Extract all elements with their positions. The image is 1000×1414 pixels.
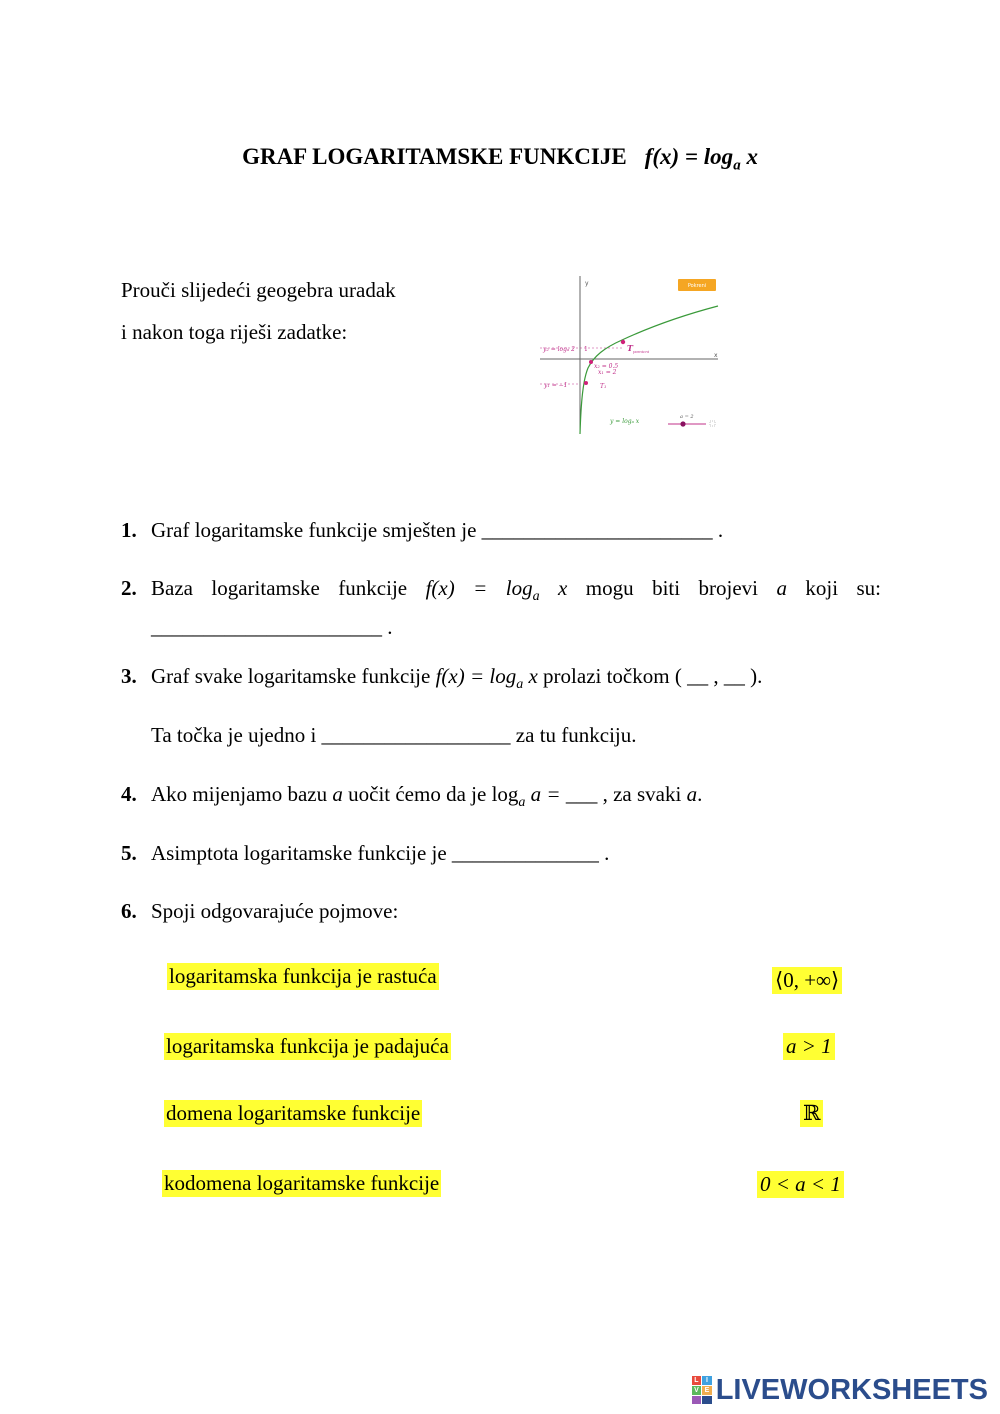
- question-3-line-2: [121, 720, 881, 751]
- liveworksheets-logo-icon: [692, 1376, 712, 1404]
- match-left-2[interactable]: logaritamska funkcija je padajuća: [166, 1034, 449, 1058]
- label-t: T: [627, 343, 633, 353]
- question-4-pre: Ako mijenjamo bazu: [151, 782, 328, 806]
- point-t1: [584, 381, 588, 385]
- question-4-formula[interactable]: [491, 782, 598, 811]
- logo-block-2: [702, 1396, 712, 1404]
- question-4-expr[interactable]: a = ___: [525, 782, 598, 806]
- label-x2: x₂ = 0.5: [594, 363, 619, 370]
- intro-line-2: i nakon toga riješi zadatke:: [121, 320, 348, 344]
- question-3-line-2-text[interactable]: Ta točka je ujedno i __________________ za tu funkciju.: [151, 723, 637, 747]
- question-2-x: x: [539, 576, 568, 600]
- question-2-formula: [425, 576, 568, 605]
- question-2-number: 2.: [121, 576, 137, 600]
- question-4-base: a: [518, 795, 526, 811]
- question-2-a: a: [776, 576, 787, 600]
- question-4-a: a: [332, 782, 343, 806]
- logo-block: [692, 1396, 702, 1404]
- liveworksheets-brand: LIVEWORKSHEETS: [715, 1373, 988, 1406]
- question-3-formula: [435, 664, 538, 693]
- match-left-1[interactable]: logaritamska funkcija je rastuća: [169, 964, 437, 988]
- match-right-2[interactable]: a > 1: [783, 1033, 835, 1060]
- match-left-3[interactable]: domena logaritamske funkcije: [166, 1101, 421, 1125]
- logo-letter-i: I: [702, 1376, 712, 1385]
- question-6: [121, 896, 881, 927]
- question-6-number: 6.: [121, 899, 137, 923]
- question-1: [121, 515, 881, 546]
- question-4: [121, 779, 881, 818]
- question-2-pre: Baza logaritamske funkcije: [151, 576, 408, 600]
- question-4-log: log: [491, 782, 519, 806]
- question-4-post: , za svaki: [602, 782, 682, 806]
- point-x1: [589, 360, 593, 364]
- question-5: [121, 838, 881, 869]
- question-3-base: a: [516, 677, 524, 693]
- axis-y-label: y: [585, 280, 589, 287]
- slider-label: a = 2: [680, 414, 694, 420]
- question-3-pre: Graf svake logaritamske funkcije: [151, 664, 431, 688]
- question-4-number: 4.: [121, 782, 137, 806]
- label-x1: x₁ = 2: [598, 369, 617, 376]
- match-right-4[interactable]: 0 < a < 1: [757, 1171, 844, 1198]
- question-1-number: 1.: [121, 518, 137, 542]
- title-formula: [644, 144, 758, 174]
- question-2: [121, 573, 881, 643]
- intro-line-1: Prouči slijedeći geogebra uradak: [121, 278, 396, 302]
- question-5-text[interactable]: Asimptota logaritamske funkcije je ______________ .: [151, 841, 610, 865]
- label-t1: T₁: [600, 383, 607, 390]
- question-2-blank[interactable]: ______________________ .: [151, 615, 393, 640]
- match-right-1[interactable]: ⟨0, +∞⟩: [772, 967, 842, 994]
- question-5-number: 5.: [121, 841, 137, 865]
- question-2-line-1: [121, 573, 881, 612]
- label-y2: y₂ = logₐ 2: [543, 346, 575, 353]
- label-one: 1: [584, 346, 588, 353]
- page-title: [0, 144, 1000, 175]
- question-3-x: x: [523, 664, 538, 688]
- title-formula-base: a: [733, 157, 741, 174]
- logo-letter-e: E: [702, 1386, 712, 1395]
- question-6-text: Spoji odgovarajuće pojmove:: [151, 899, 399, 923]
- fullscreen-icon[interactable]: [710, 421, 715, 426]
- question-4-mid: uočit ćemo da je: [348, 782, 487, 806]
- slider-handle[interactable]: [680, 421, 685, 426]
- question-2-post: koji su:: [805, 576, 881, 600]
- title-text: GRAF LOGARITAMSKE FUNKCIJE: [242, 144, 627, 169]
- graph-svg: [530, 272, 730, 437]
- title-formula-right: x: [740, 144, 758, 169]
- match-right-3[interactable]: ℝ: [800, 1100, 823, 1127]
- question-3-post[interactable]: prolazi točkom ( __ , __ ).: [543, 664, 763, 688]
- point-t: [621, 340, 625, 344]
- logo-letter-v: V: [692, 1386, 702, 1395]
- question-4-end: .: [697, 782, 703, 806]
- title-formula-left: f(x) = log: [644, 144, 734, 169]
- logo-letter-l: L: [692, 1376, 702, 1385]
- liveworksheets-footer: [692, 1372, 988, 1408]
- question-3: [121, 661, 881, 700]
- geogebra-graph: [530, 272, 730, 437]
- label-t-sub: pomicni: [633, 349, 650, 354]
- question-2-base: a: [532, 589, 540, 605]
- pokreni-button[interactable]: Pokreni: [687, 283, 707, 289]
- question-4-a2: a: [686, 782, 698, 806]
- question-1-text[interactable]: Graf logaritamske funkcije smješten je ______________________ .: [151, 518, 724, 542]
- label-curve: y = logₐ x: [610, 418, 640, 425]
- question-3-number: 3.: [121, 664, 137, 688]
- question-3-f: f(x) = log: [435, 664, 517, 688]
- question-2-f: f(x) = log: [425, 576, 533, 600]
- match-left-4[interactable]: kodomena logaritamske funkcije: [164, 1171, 440, 1195]
- label-y1: y₁ = −1: [544, 382, 568, 389]
- axis-x-label: x: [714, 352, 718, 359]
- question-2-mid: mogu biti brojevi: [585, 576, 758, 600]
